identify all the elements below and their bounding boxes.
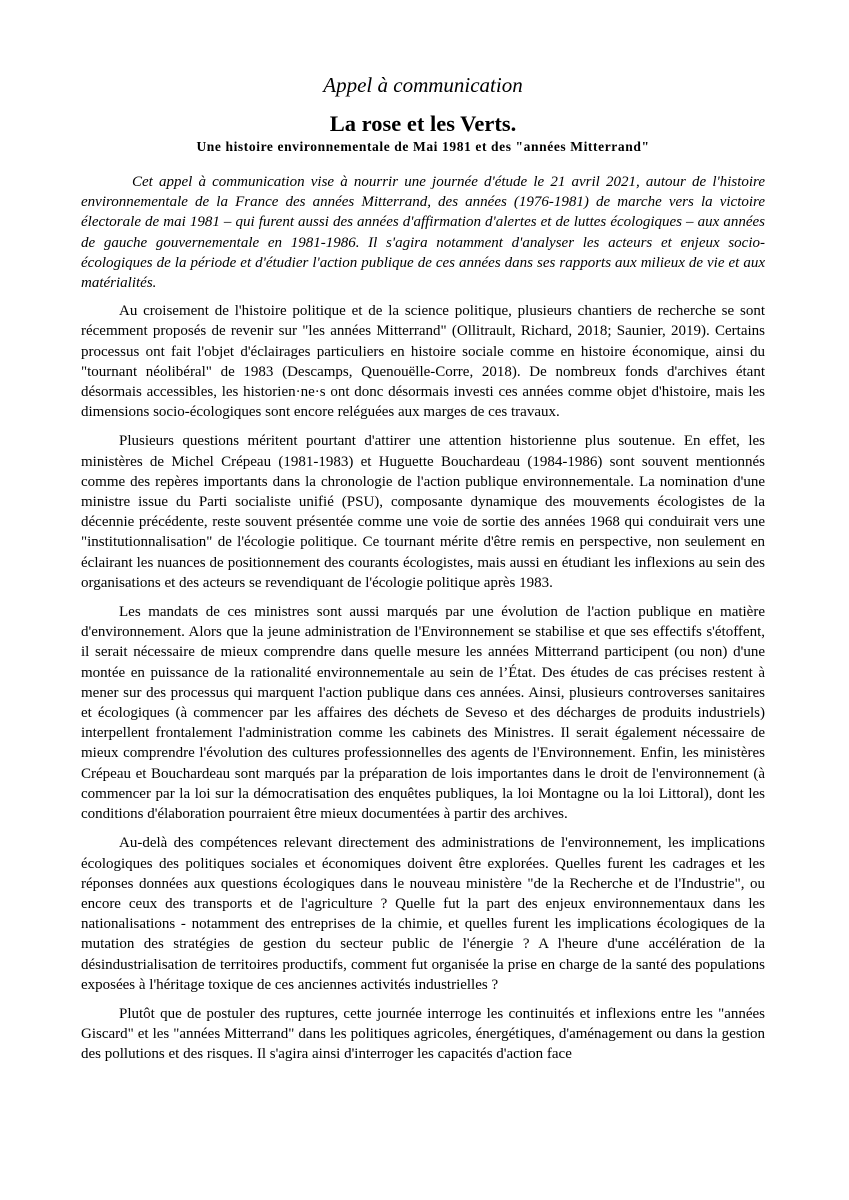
body-paragraph-2: Plusieurs questions méritent pourtant d'attirer une attention historienne plus soutenue. En effet, les ministères de Michel Crépeau (1981-1983) et Huguette Bouchardeau (1984-1986) sont souvent mentionnés comme des repères importants dans la chronologie de l'action publique environnementale. La nomination d'une ministre issue du Parti socialiste unifié (PSU), composante dynamique des mouvements écologistes de la décennie précédente, reste souvent présentée comme une voie de sortie des années 1968 qui conduirait vers une "institutionnalisation" de l'écologie politique. Ce tournant mérite d'être remis en perspective, non seulement en éclairant les nuances de positionnement des courants écologistes, mais aussi en étudiant les inflexions au sein des organisations et des acteurs se revendiquant de l'écologie politique après 1983. — [81, 433, 765, 591]
document-subtitle: Une histoire environnementale de Mai 1981 et des "années Mitterrand" — [196, 139, 650, 154]
body-paragraph-4: Au-delà des compétences relevant directement des administrations de l'environnement, les implications écologiques des politiques sociales et économiques doivent être explorées. Quelles furent les cadrages et les réponses données aux questions écologiques dans le nouveau ministère "de la Recherche et de l'Industrie", ou encore ceux des transports et de l'agriculture ? Quelle fut la part des enjeux environnementaux dans les nationalisations - notamment des entreprises de la chimie, et quelles furent les implications écologiques de la mutation des stratégies de gestion du secteur public de l'énergie ? A l'heure d'une accélération de la désindustrialisation de territoires productifs, comment fut organisée la prise en charge de la santé des populations exposées à l'héritage toxique de ces anciennes activités industrielles ? — [81, 835, 765, 993]
call-for-papers-label: Appel à communication — [323, 73, 523, 97]
abstract-paragraph: Cet appel à communication vise à nourrir une journée d'étude le 21 avril 2021, autour de l'histoire environnementale de la France des années Mitterrand, des années (1976-1981) de marche vers la victoire électorale de mai 1981 – qui furent aussi des années d'affirmation d'alertes et de luttes écologiques – aux années de gauche gouvernementale en 1981-1986. Il s'agira notamment d'analyser les acteurs et enjeux socio-écologiques de la période et d'étudier l'action publique de ces années dans ses rapports aux milieux de vie et aux matérialités. — [81, 174, 765, 292]
document-title: La rose et les Verts. — [329, 111, 517, 136]
body-paragraph-1: Au croisement de l'histoire politique et de la science politique, plusieurs chantiers de recherche se sont récemment proposés de revenir sur "les années Mitterrand" (Ollitrault, Richard, 2018; Saunier, 2019). Certains processus ont fait l'objet d'éclairages particuliers en histoire sociale comme en histoire économique, ainsi du "tournant néolibéral" de 1983 (Descamps, Quenouëlle-Corre, 2018). De nombreux fonds d'archives étant désormais accessibles, les historien·ne·s ont donc désormais investi ces années comme objet d'histoire, mais les dimensions socio-écologiques sont encore reléguées aux marges de ces travaux. — [81, 303, 765, 421]
document-page — [81, 70, 765, 1074]
body-paragraph-5: Plutôt que de postuler des ruptures, cette journée interroge les continuités et inflexions entre les "années Giscard" et les "années Mitterrand" dans les politiques agricoles, énergétiques, d'aménagement ou dans la gestion des pollutions et des risques. Il s'agira ainsi d'interroger les capacités d'action face — [81, 1005, 765, 1063]
body-paragraph-3: Les mandats de ces ministres sont aussi marqués par une évolution de l'action publique en matière d'environnement. Alors que la jeune administration de l'Environnement se stabilise et que ses effectifs s'étoffent, il serait nécessaire de mieux comprendre dans quelle mesure les années Mitterrand participent (ou non) d'une montée en puissance de la rationalité environnementale au sein de l’État. Des études de cas précises restent à mener sur des processus qui marquent l'action publique dans ces années. Ainsi, plusieurs controverses sanitaires et écologiques (à commencer par les affaires des déchets de Seveso et des décharges de produits industriels) interpellent frontalement l'administration comme les cabinets des Ministres. Il serait également nécessaire de mieux comprendre l'évolution des cultures professionnelles des agents de l'Environnement. Enfin, les ministères Crépeau et Bouchardeau sont marqués par la préparation de lois importantes dans le droit de l'environnement (à commencer par la loi sur la démocratisation des enquêtes publiques, la loi Montagne ou la loi Littoral), dont les conditions d'élaboration pourraient être mieux documentées à partir des archives. — [81, 604, 765, 823]
